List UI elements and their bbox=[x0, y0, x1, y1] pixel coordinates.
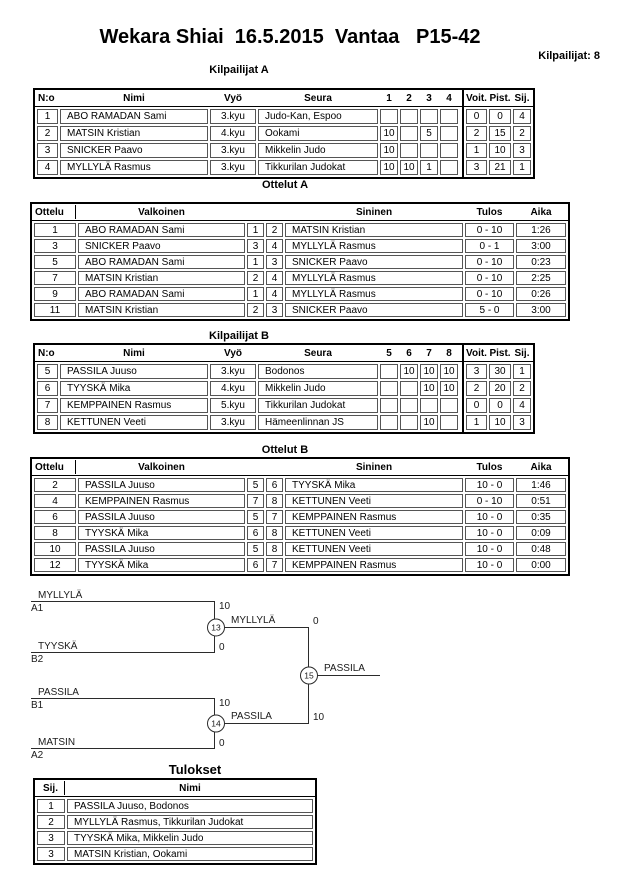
table-cell: 3 bbox=[466, 160, 487, 175]
table-cell: 2 bbox=[466, 126, 487, 141]
column-header: 8 bbox=[446, 347, 452, 359]
column-header: 6 bbox=[406, 347, 412, 359]
bracket-score: 0 bbox=[313, 616, 319, 627]
table-cell: 0:48 bbox=[516, 542, 566, 556]
table-cell: ABO RAMADAN Sami bbox=[78, 223, 245, 237]
table-cell: KETTUNEN Veeti bbox=[285, 526, 463, 540]
table-cell: 1 bbox=[37, 799, 65, 813]
table-cell: 10 bbox=[489, 143, 511, 158]
table-cell: 7 bbox=[247, 494, 264, 508]
table-cell: 0 bbox=[466, 398, 487, 413]
column-header: Pist. bbox=[489, 92, 511, 104]
table-cell: 15 bbox=[489, 126, 511, 141]
table-cell: 0 - 10 bbox=[465, 271, 514, 285]
table-cell: PASSILA Juuso bbox=[78, 542, 245, 556]
table-cell: 3 bbox=[34, 239, 76, 253]
table-cell: 8 bbox=[34, 526, 76, 540]
table-cell: 6 bbox=[37, 381, 58, 396]
column-header: Sij. bbox=[514, 347, 530, 359]
table-cell: 5 bbox=[420, 126, 438, 141]
bracket-score: 0 bbox=[219, 642, 225, 653]
table-cell: 10 bbox=[380, 126, 398, 141]
table-cell: 8 bbox=[266, 494, 283, 508]
table-cell: 4 bbox=[266, 287, 283, 301]
table-cell: MATSIN Kristian, Ookami bbox=[67, 847, 313, 861]
table-cell: 5 bbox=[247, 510, 264, 524]
table-cell: 3.kyu bbox=[210, 143, 256, 158]
table-cell: KETTUNEN Veeti bbox=[285, 542, 463, 556]
table-cell: 1:46 bbox=[516, 478, 566, 492]
table-cell: 7 bbox=[266, 510, 283, 524]
table-cell bbox=[400, 398, 418, 413]
column-header: Pist. bbox=[489, 347, 511, 359]
table-cell: MYLLYLÄ Rasmus bbox=[285, 239, 463, 253]
column-header: Ottelu bbox=[34, 460, 76, 474]
column-header: 7 bbox=[426, 347, 432, 359]
bracket-lines bbox=[31, 602, 380, 749]
column-header: Voit. bbox=[466, 92, 487, 104]
table-cell: 4 bbox=[513, 398, 531, 413]
table-cell: 2 bbox=[266, 223, 283, 237]
table-cell: 10 bbox=[440, 381, 458, 396]
table-cell bbox=[420, 143, 438, 158]
table-cell: 4 bbox=[513, 109, 531, 124]
table-cell: 4 bbox=[34, 494, 76, 508]
table-cell: 10 - 0 bbox=[465, 558, 514, 572]
table-cell bbox=[380, 381, 398, 396]
bracket-winner-name: PASSILA bbox=[231, 711, 272, 722]
table-cell: 1 bbox=[247, 287, 264, 301]
table-cell: 3 bbox=[513, 415, 531, 430]
column-header: Valkoinen bbox=[138, 206, 185, 218]
column-header: Sij. bbox=[514, 92, 530, 104]
bracket-player-name: MATSIN bbox=[38, 737, 76, 748]
table-cell: 5 bbox=[34, 255, 76, 269]
table-cell: TYYSKÄ Mika, Mikkelin Judo bbox=[67, 831, 313, 845]
table-cell: 8 bbox=[37, 415, 58, 430]
bracket-seed-label: A2 bbox=[31, 750, 44, 761]
table-cell: 6 bbox=[247, 526, 264, 540]
table-cell: 0 - 10 bbox=[465, 494, 514, 508]
bracket-seed-label: A1 bbox=[31, 603, 44, 614]
table-cell: TYYSKÄ Mika bbox=[285, 478, 463, 492]
table-cell: 0:35 bbox=[516, 510, 566, 524]
table-cell: 2 bbox=[513, 126, 531, 141]
bracket-player-name: TYYSKÄ bbox=[38, 641, 78, 652]
table-cell: 10 bbox=[420, 381, 438, 396]
kilpailijat-a-table bbox=[33, 88, 535, 179]
table-cell: 1 bbox=[420, 160, 438, 175]
table-cell: 10 bbox=[440, 364, 458, 379]
column-header: Tulos bbox=[476, 206, 503, 218]
bracket-score: 0 bbox=[219, 738, 225, 749]
table-cell: 12 bbox=[34, 558, 76, 572]
bracket-winner-name: MYLLYLÄ bbox=[231, 615, 276, 626]
table-cell: KEMPPAINEN Rasmus bbox=[60, 398, 208, 413]
kilpailijat-b-body bbox=[35, 362, 533, 432]
table-cell: 2 bbox=[34, 478, 76, 492]
column-header: Sininen bbox=[355, 461, 393, 473]
table-cell: 2 bbox=[513, 381, 531, 396]
table-cell: 7 bbox=[34, 271, 76, 285]
table-cell: PASSILA Juuso bbox=[78, 510, 245, 524]
table-cell: 2 bbox=[37, 815, 65, 829]
header-spacer bbox=[247, 205, 264, 219]
table-cell bbox=[440, 143, 458, 158]
table-cell: 9 bbox=[34, 287, 76, 301]
table-cell: 5 bbox=[37, 364, 58, 379]
table-cell: Hämeenlinnan JS bbox=[258, 415, 378, 430]
table-cell: 2 bbox=[247, 271, 264, 285]
table-cell: 0 bbox=[489, 109, 511, 124]
table-cell: 5.kyu bbox=[210, 398, 256, 413]
table-cell: Mikkelin Judo bbox=[258, 381, 378, 396]
column-header: Seura bbox=[304, 347, 332, 359]
table-cell: 11 bbox=[34, 303, 76, 317]
table-cell: 10 bbox=[420, 415, 438, 430]
table-cell: 7 bbox=[37, 398, 58, 413]
table-cell bbox=[440, 398, 458, 413]
table-cell: 3 bbox=[266, 303, 283, 317]
match-number: 13 bbox=[211, 622, 221, 633]
page-title: Wekara Shiai 16.5.2015 Vantaa P15-42 bbox=[99, 26, 481, 48]
table-cell: 1 bbox=[513, 364, 531, 379]
table-cell: 1 bbox=[513, 160, 531, 175]
table-cell: MATSIN Kristian bbox=[78, 271, 245, 285]
bracket-score: 10 bbox=[219, 698, 231, 709]
table-cell: ABO RAMADAN Sami bbox=[78, 287, 245, 301]
section-heading-kilpailijat-a: Kilpailijat A bbox=[209, 64, 269, 76]
table-cell: 4 bbox=[266, 239, 283, 253]
table-cell: 2 bbox=[466, 381, 487, 396]
table-cell: 4 bbox=[266, 271, 283, 285]
section-heading-tulokset: Tulokset bbox=[168, 762, 222, 777]
table-cell: 10 - 0 bbox=[465, 510, 514, 524]
table-cell: Bodonos bbox=[258, 364, 378, 379]
ottelut-a-header-row bbox=[32, 204, 568, 220]
table-cell: SNICKER Paavo bbox=[285, 255, 463, 269]
table-cell: 6 bbox=[34, 510, 76, 524]
table-cell: 0 bbox=[489, 398, 511, 413]
column-header: Sininen bbox=[355, 206, 393, 218]
table-cell: TYYSKÄ Mika bbox=[78, 526, 245, 540]
table-cell bbox=[400, 109, 418, 124]
table-cell bbox=[440, 415, 458, 430]
table-cell bbox=[380, 109, 398, 124]
column-header: 4 bbox=[446, 92, 452, 104]
table-cell: Ookami bbox=[258, 126, 378, 141]
table-cell: 3.kyu bbox=[210, 160, 256, 175]
table-cell: 10 bbox=[400, 364, 418, 379]
table-cell: 0:51 bbox=[516, 494, 566, 508]
table-cell: 1 bbox=[34, 223, 76, 237]
table-cell: 3.kyu bbox=[210, 415, 256, 430]
table-cell: 1 bbox=[247, 223, 264, 237]
column-header: 5 bbox=[386, 347, 392, 359]
table-cell: 5 - 0 bbox=[465, 303, 514, 317]
column-header: 3 bbox=[426, 92, 432, 104]
bracket-winner-name: PASSILA bbox=[324, 663, 365, 674]
table-cell: 10 - 0 bbox=[465, 526, 514, 540]
table-cell: MYLLYLÄ Rasmus bbox=[60, 160, 208, 175]
table-cell: 3 bbox=[37, 143, 58, 158]
column-header: 1 bbox=[386, 92, 392, 104]
table-cell: 10 bbox=[400, 160, 418, 175]
table-cell: 21 bbox=[489, 160, 511, 175]
column-header: Vyö bbox=[224, 347, 242, 359]
table-cell: 0 - 1 bbox=[465, 239, 514, 253]
kilpailijat-a-body bbox=[35, 107, 533, 177]
column-header: Voit. bbox=[466, 347, 487, 359]
match-number: 14 bbox=[211, 718, 221, 729]
table-cell: 0:00 bbox=[516, 558, 566, 572]
match-number: 15 bbox=[304, 670, 314, 681]
table-cell: 8 bbox=[266, 526, 283, 540]
table-cell: 1 bbox=[37, 109, 58, 124]
table-cell: 7 bbox=[266, 558, 283, 572]
table-cell: ABO RAMADAN Sami bbox=[78, 255, 245, 269]
table-cell: 2 bbox=[37, 126, 58, 141]
table-cell: 2 bbox=[247, 303, 264, 317]
table-cell bbox=[400, 381, 418, 396]
table-cell: 3:00 bbox=[516, 239, 566, 253]
table-cell: 3.kyu bbox=[210, 364, 256, 379]
header-spacer bbox=[266, 205, 283, 219]
table-cell: TYYSKÄ Mika bbox=[78, 558, 245, 572]
table-cell: 6 bbox=[266, 478, 283, 492]
table-cell: 0:23 bbox=[516, 255, 566, 269]
table-cell: 10 bbox=[489, 415, 511, 430]
kilpailijat-b-header-row bbox=[35, 345, 533, 361]
table-cell: MATSIN Kristian bbox=[285, 223, 463, 237]
table-cell: 10 bbox=[34, 542, 76, 556]
table-cell: 2:25 bbox=[516, 271, 566, 285]
table-cell: Tikkurilan Judokat bbox=[258, 160, 378, 175]
table-cell: MATSIN Kristian bbox=[78, 303, 245, 317]
column-header: Valkoinen bbox=[138, 461, 185, 473]
ottelut-b-body bbox=[32, 476, 568, 574]
table-cell: MYLLYLÄ Rasmus bbox=[285, 271, 463, 285]
ottelut-b-header-row bbox=[32, 459, 568, 475]
table-cell: 5 bbox=[247, 478, 264, 492]
table-cell: PASSILA Juuso, Bodonos bbox=[67, 799, 313, 813]
kilpailijat-a-header-row bbox=[35, 90, 533, 106]
table-cell: 0 - 10 bbox=[465, 287, 514, 301]
column-header: 2 bbox=[406, 92, 412, 104]
table-cell: 10 - 0 bbox=[465, 478, 514, 492]
table-cell: 0 - 10 bbox=[465, 255, 514, 269]
table-cell: KEMPPAINEN Rasmus bbox=[285, 558, 463, 572]
table-cell: KETTUNEN Veeti bbox=[285, 494, 463, 508]
table-cell: 30 bbox=[489, 364, 511, 379]
column-header: Nimi bbox=[179, 782, 201, 794]
table-cell: SNICKER Paavo bbox=[285, 303, 463, 317]
bracket-player-name: PASSILA bbox=[38, 687, 79, 698]
table-cell bbox=[400, 143, 418, 158]
results-separator-line bbox=[462, 345, 464, 432]
bracket-seed-label: B1 bbox=[31, 700, 44, 711]
bracket-score: 10 bbox=[219, 601, 231, 612]
table-cell: MYLLYLÄ Rasmus bbox=[285, 287, 463, 301]
table-cell: PASSILA Juuso bbox=[78, 478, 245, 492]
column-header: Vyö bbox=[224, 92, 242, 104]
table-cell: 10 bbox=[380, 160, 398, 175]
table-cell: Tikkurilan Judokat bbox=[258, 398, 378, 413]
column-header: N:o bbox=[38, 347, 55, 359]
table-cell: 3 bbox=[37, 831, 65, 845]
table-cell: Judo-Kan, Espoo bbox=[258, 109, 378, 124]
table-cell: TYYSKÄ Mika bbox=[60, 381, 208, 396]
table-cell bbox=[420, 398, 438, 413]
table-cell: 3 bbox=[266, 255, 283, 269]
table-cell: 4.kyu bbox=[210, 126, 256, 141]
table-cell: 10 - 0 bbox=[465, 542, 514, 556]
table-cell: 10 bbox=[420, 364, 438, 379]
table-cell: 1 bbox=[247, 255, 264, 269]
table-cell: 20 bbox=[489, 381, 511, 396]
bracket-seed-label: B2 bbox=[31, 654, 44, 665]
ottelut-a-table bbox=[30, 202, 570, 321]
table-cell bbox=[400, 126, 418, 141]
table-cell: KETTUNEN Veeti bbox=[60, 415, 208, 430]
table-cell bbox=[440, 109, 458, 124]
header-spacer bbox=[247, 460, 264, 474]
table-cell: 1 bbox=[466, 415, 487, 430]
table-cell: 3 bbox=[247, 239, 264, 253]
table-cell: 5 bbox=[247, 542, 264, 556]
table-cell bbox=[380, 364, 398, 379]
results-separator-line bbox=[462, 90, 464, 177]
section-heading-kilpailijat-b: Kilpailijat B bbox=[209, 330, 269, 342]
ottelut-b-table bbox=[30, 457, 570, 576]
table-cell: KEMPPAINEN Rasmus bbox=[78, 494, 245, 508]
header-spacer bbox=[266, 460, 283, 474]
tulokset-body bbox=[35, 797, 315, 863]
section-heading-ottelut-a: Ottelut A bbox=[261, 179, 309, 191]
column-header: Aika bbox=[530, 461, 552, 473]
table-cell: 4 bbox=[37, 160, 58, 175]
table-cell: 3.kyu bbox=[210, 109, 256, 124]
table-cell bbox=[420, 109, 438, 124]
table-cell: SNICKER Paavo bbox=[78, 239, 245, 253]
kilpailijat-b-table bbox=[33, 343, 535, 434]
table-cell bbox=[380, 415, 398, 430]
table-cell: 8 bbox=[266, 542, 283, 556]
column-header: Sij. bbox=[37, 781, 65, 795]
table-cell: 3:00 bbox=[516, 303, 566, 317]
column-header: Seura bbox=[304, 92, 332, 104]
table-cell bbox=[380, 398, 398, 413]
table-cell: 1 bbox=[466, 143, 487, 158]
table-cell: 3 bbox=[37, 847, 65, 861]
section-heading-ottelut-b: Ottelut B bbox=[261, 444, 309, 456]
ottelut-a-body bbox=[32, 221, 568, 319]
column-header: Ottelu bbox=[34, 205, 76, 219]
table-cell: 0:26 bbox=[516, 287, 566, 301]
table-cell: KEMPPAINEN Rasmus bbox=[285, 510, 463, 524]
table-cell: PASSILA Juuso bbox=[60, 364, 208, 379]
column-header: N:o bbox=[38, 92, 55, 104]
table-cell: MYLLYLÄ Rasmus, Tikkurilan Judokat bbox=[67, 815, 313, 829]
bracket-player-name: MYLLYLÄ bbox=[38, 590, 83, 601]
table-cell: 1:26 bbox=[516, 223, 566, 237]
table-cell: 6 bbox=[247, 558, 264, 572]
column-header: Tulos bbox=[476, 461, 503, 473]
competitors-count: Kilpailijat: 8 bbox=[538, 50, 600, 62]
tulokset-table bbox=[33, 778, 317, 865]
table-cell bbox=[440, 160, 458, 175]
column-header: Aika bbox=[530, 206, 552, 218]
tulokset-header-row bbox=[35, 780, 315, 796]
table-cell: 10 bbox=[380, 143, 398, 158]
table-cell: 0 bbox=[466, 109, 487, 124]
column-header: Nimi bbox=[123, 347, 145, 359]
table-cell: SNICKER Paavo bbox=[60, 143, 208, 158]
table-cell bbox=[440, 126, 458, 141]
table-cell bbox=[400, 415, 418, 430]
table-cell: 3 bbox=[513, 143, 531, 158]
table-cell: ABO RAMADAN Sami bbox=[60, 109, 208, 124]
table-cell: 3 bbox=[466, 364, 487, 379]
table-cell: 4.kyu bbox=[210, 381, 256, 396]
table-cell: 0 - 10 bbox=[465, 223, 514, 237]
column-header: Nimi bbox=[123, 92, 145, 104]
elimination-bracket bbox=[0, 580, 630, 775]
bracket-score: 10 bbox=[313, 712, 325, 723]
table-cell: Mikkelin Judo bbox=[258, 143, 378, 158]
table-cell: MATSIN Kristian bbox=[60, 126, 208, 141]
table-cell: 0:09 bbox=[516, 526, 566, 540]
